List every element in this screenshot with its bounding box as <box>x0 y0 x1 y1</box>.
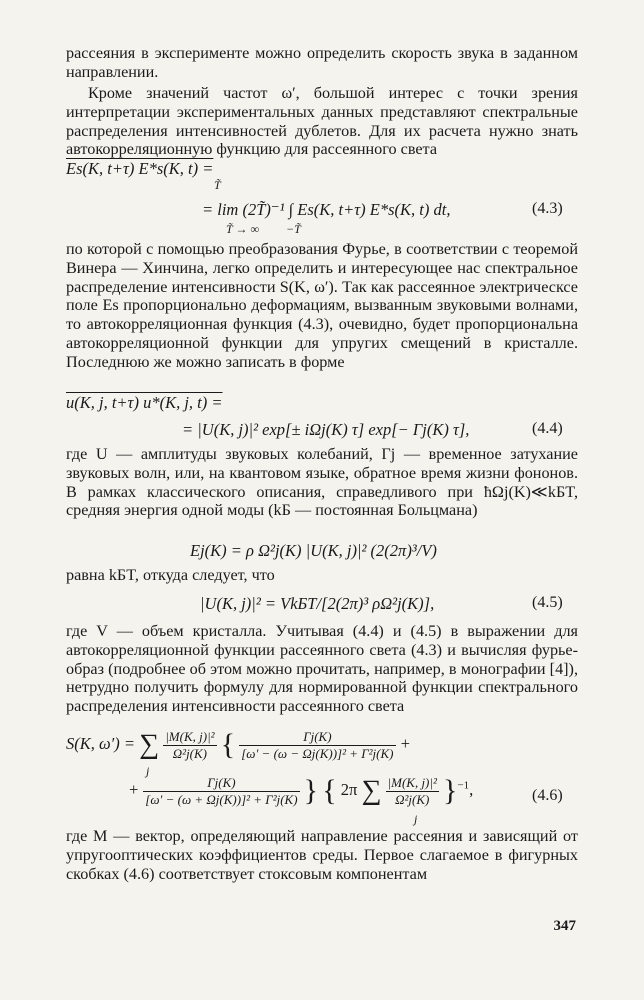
equation-4-3-line2: = lim (2T̃)⁻¹ ∫ Es(K, t+τ) E*s(K, t) dt, <box>202 200 451 219</box>
left-brace-icon: { <box>322 774 337 807</box>
equation-number-4-3: (4.3) <box>532 200 563 217</box>
equation-4-6-lhs: S(K, ω′) = <box>66 733 136 753</box>
equation-mode-energy: Ej(K) = ρ Ω²j(K) |U(K, j)|² (2(2π)³/V) <box>190 541 437 560</box>
exponent: −1 <box>457 779 470 792</box>
fraction-numerator: |M(K, j)|² <box>387 774 437 790</box>
fraction-denominator: [ω′ − (ω − Ωj(K))]² + Γ²j(K) <box>241 745 394 761</box>
equation-4-6-sum-index-2: j <box>414 812 418 826</box>
equation-4-3-upper-limit: T̃ <box>214 178 221 192</box>
equation-4-6-fraction-1 <box>163 729 216 762</box>
fraction-denominator: Ω²j(K) <box>395 791 430 807</box>
equation-4-6-fraction-3 <box>143 775 299 808</box>
equation-4-6-sum-index-1: j <box>146 764 150 778</box>
equation-4-3-line1: Es(K, t+τ) E*s(K, t) = <box>66 159 214 178</box>
right-brace-icon: } <box>303 774 319 807</box>
fraction-denominator: Ω²j(K) <box>172 745 208 761</box>
plus-sign: + <box>399 733 411 753</box>
sum-sign-icon: ∑ <box>139 729 160 760</box>
equation-number-4-5: (4.5) <box>532 594 563 611</box>
fraction-denominator: [ω′ − (ω + Ωj(K))]² + Γ²j(K) <box>145 791 298 807</box>
two-pi: 2π <box>340 779 358 799</box>
equation-4-4-line1: u(K, j, t+τ) u*(K, j, t) = <box>66 393 223 412</box>
paragraph-autocorrelation-intro: Кроме значений частот ω′, большой интерес с точки зрения интерпретации экспериментальных данных представляют спектральные распределения интенсивностей дублетов. Для их расчета нужно знать автокорреляционную функцию для рассеянного света <box>66 84 578 159</box>
paragraph-continued: рассеяния в эксперименте можно определить скорость звука в заданном направлении. <box>66 44 578 81</box>
equation-4-4-line2: = |U(K, j)|² exp[± iΩj(K) τ] exp[− Γj(K) τ], <box>182 420 470 439</box>
fraction-numerator: |M(K, j)|² <box>165 728 215 744</box>
equation-4-6-line1 <box>66 728 411 762</box>
equation-4-3-lower-limit: −T̃ <box>286 222 301 236</box>
fraction-numerator: Γj(K) <box>239 729 395 746</box>
paragraph-vector-m: где M — вектор, определяющий направление рассеяния и зависящий от упругооптических коэффициентов среды. Первое слагаемое в фигурных скобках (4.6) соответствует стоксовым компонентам <box>66 827 578 883</box>
equation-4-6-fraction-4 <box>386 775 439 808</box>
equation-number-4-6: (4.6) <box>532 787 563 804</box>
equation-number-4-4: (4.4) <box>532 420 563 437</box>
right-brace-icon: } <box>443 774 458 807</box>
page-number: 347 <box>553 918 576 934</box>
equation-4-3-lim-subscript: T̃ → ∞ <box>226 222 260 236</box>
equation-4-6-line2: + $\frac{\Gamma j(K)}{\text{[ω′ − (ω + Ωj(K))]² + Γ²j(K)}}$ } { 2π ∑ $\frac{\text{|M(K, j)|²}}{\text{Ω²j(K)}}$ }$^{-1}$, <box>128 774 474 807</box>
left-brace-icon: { <box>220 728 236 761</box>
sum-sign-icon: ∑ <box>361 775 382 806</box>
plus-sign: + <box>128 779 140 799</box>
paragraph-amplitudes: где U — амплитуды звуковых колебаний, Γj — временное затухание звуковых волн, или, на квантовом языке, обратное время жизни фононов. В рамках классического описания, справедливого при ħΩj(K)≪kБT, средняя энергия одной моды (kБ — постоянная Больцмана) <box>66 445 578 520</box>
paragraph-fourier: по которой с помощью преобразования Фурье, в соответствии с теоремой Винера — Хинчина, легко определить и интересующее нас спектральное распределение интенсивности S(K, ω′). Так как рассеянное электрическсе поле Es пропорционально деформациям, вызванным звуковыми волнами, то автокорреляционная функция (4.3), очевидно, будет пропорциональна автокорреляционной функции для упругих смещений в кристалле. Последнюю же можно записать в форме <box>66 240 578 371</box>
paragraph-equals: равна kБT, откуда следует, что <box>66 566 275 584</box>
paragraph-crystal-volume: где V — объем кристалла. Учитывая (4.4) и (4.5) в выражении для автокорреляционной функции рассеянного света (4.3) и вычисляя фурье-образ (подробнее об этом можно прочитать, например, в монографии [4]), нетрудно получить формулу для нормированной функции спектрального распределения интенсивности рассеянного света <box>66 622 578 716</box>
equation-4-5: |U(K, j)|² = VkБT/[2(2π)³ ρΩ²j(K)], <box>200 594 435 613</box>
fraction-numerator: Γj(K) <box>143 775 299 792</box>
equation-4-6-fraction-2 <box>239 729 395 762</box>
